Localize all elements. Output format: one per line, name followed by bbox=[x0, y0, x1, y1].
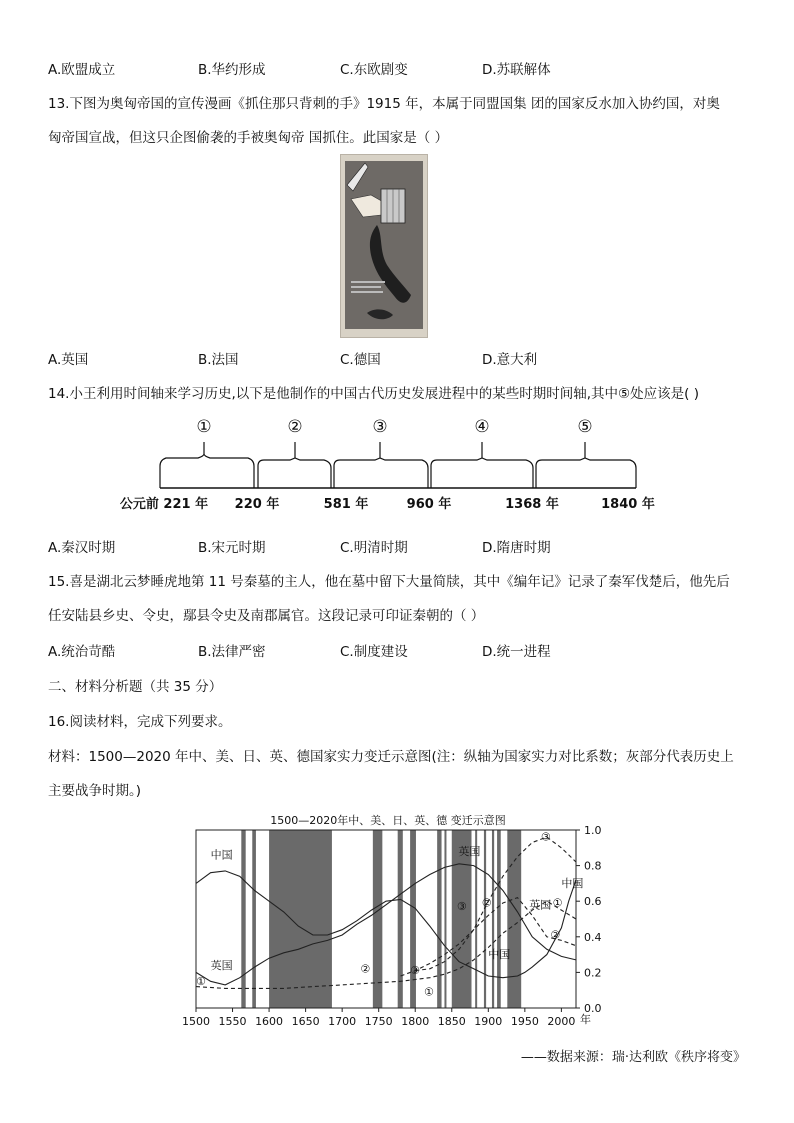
war-period-band bbox=[484, 830, 486, 1008]
chart-annotation: 中国 bbox=[488, 948, 511, 962]
chart-annotation: 英国 bbox=[458, 844, 481, 858]
x-tick-label: 1850 bbox=[437, 1015, 466, 1028]
y-tick-label: 0.8 bbox=[584, 859, 602, 873]
war-period-band bbox=[444, 830, 446, 1008]
q13-stem-line1: 13.下图为奥匈帝国的宣传漫画《抓住那只背刺的手》1915 年，本属于同盟国集 团的国家反水加入协约国，对奥 bbox=[48, 96, 720, 112]
x-tick-label: 1800 bbox=[401, 1015, 430, 1028]
chart-annotation: ③ bbox=[456, 900, 467, 914]
timeline-date-6: 1840 年 bbox=[601, 497, 655, 512]
timeline-date-1: 公元前 221 年 bbox=[119, 497, 209, 512]
q15-option-c: C.制度建设 bbox=[340, 644, 408, 660]
timeline-date-5: 1368 年 bbox=[505, 497, 559, 512]
x-tick-label: 1900 bbox=[474, 1015, 503, 1028]
x-tick-label: 1950 bbox=[510, 1015, 539, 1028]
x-tick-label: 1550 bbox=[218, 1015, 247, 1028]
war-period-band bbox=[373, 830, 383, 1008]
chart-title: 1500—2020年中、美、日、英、德 变迁示意图 bbox=[270, 814, 506, 827]
q13-stem-line2: 匈帝国宣战，但这只企图偷袭的手被奥匈帝 国抓住。此国家是（ ） bbox=[48, 130, 449, 146]
war-period-band bbox=[410, 830, 416, 1008]
war-period-band bbox=[507, 830, 521, 1008]
cartoon-illustration bbox=[341, 155, 427, 337]
x-tick-label: 2000 bbox=[547, 1015, 576, 1028]
chart-annotation: ① bbox=[196, 974, 206, 988]
x-tick-label: 1650 bbox=[291, 1015, 320, 1028]
q15-stem-line1: 15.喜是湖北云梦睡虎地第 11 号秦墓的主人，他在墓中留下大量简牍，其中《编年记》记录了秦军伐楚后，他先后 bbox=[48, 574, 730, 590]
y-tick-label: 0.2 bbox=[584, 966, 602, 980]
war-period-band bbox=[497, 830, 501, 1008]
timeline-date-3: 581 年 bbox=[323, 497, 369, 512]
chart-annotation: 中国 bbox=[561, 876, 584, 890]
q14-stem: 14.小王利用时间轴来学习历史,以下是他制作的中国古代历史发展进程中的某些时期时间轴,其中⑤处应该是( ) bbox=[48, 386, 699, 402]
timeline-mark-1: ① bbox=[196, 417, 212, 437]
x-tick-label: 1700 bbox=[328, 1015, 357, 1028]
chart-annotation: 英国 bbox=[210, 958, 233, 972]
y-tick-label: 0.6 bbox=[584, 895, 602, 909]
power-chart-svg bbox=[182, 810, 618, 1035]
q12-option-a: A.欧盟成立 bbox=[48, 62, 116, 78]
q16-material-line1: 材料：1500—2020 年中、美、日、英、德国家实力变迁示意图(注：纵轴为国家实力对比系数；灰部分代表历史上 bbox=[48, 749, 734, 765]
q13-option-b: B.法国 bbox=[198, 352, 239, 368]
timeline-mark-4: ④ bbox=[474, 417, 490, 437]
war-period-band bbox=[492, 830, 494, 1008]
war-period-band bbox=[241, 830, 245, 1008]
y-tick-label: 0.0 bbox=[584, 1002, 602, 1015]
q15-option-b: B.法律严密 bbox=[198, 644, 266, 660]
chart-annotation: ③ bbox=[540, 830, 551, 844]
timeline-date-4: 960 年 bbox=[406, 497, 452, 512]
q16-stem: 16.阅读材料，完成下列要求。 bbox=[48, 714, 232, 730]
timeline-mark-3: ③ bbox=[372, 417, 388, 437]
chart-annotation: ② bbox=[550, 928, 561, 942]
x-tick-label: 1750 bbox=[364, 1015, 393, 1028]
x-tick-label: 1500 bbox=[182, 1015, 210, 1028]
chart-annotation: 中国 bbox=[210, 848, 233, 862]
war-period-band bbox=[437, 830, 441, 1008]
timeline-date-2: 220 年 bbox=[234, 497, 280, 512]
data-source: ——数据来源：瑞·达利欧《秩序将变》 bbox=[520, 1050, 746, 1065]
chart-annotation: ③ bbox=[410, 964, 420, 978]
q12-option-c: C.东欧剧变 bbox=[340, 62, 408, 78]
timeline-mark-5: ⑤ bbox=[577, 417, 593, 437]
q13-option-c: C.德国 bbox=[340, 352, 381, 368]
chart-annotation: 英国 bbox=[529, 898, 552, 912]
q15-option-d: D.统一进程 bbox=[482, 644, 551, 660]
propaganda-cartoon-image bbox=[340, 154, 428, 338]
timeline-graphic bbox=[120, 410, 680, 520]
section-title: 二、材料分析题（共 35 分） bbox=[48, 679, 223, 695]
chart-annotation: ② bbox=[360, 962, 371, 976]
q14-option-d: D.隋唐时期 bbox=[482, 540, 551, 556]
y-tick-label: 0.4 bbox=[584, 930, 602, 944]
power-chart bbox=[182, 810, 618, 1039]
q16-material-line2: 主要战争时期。) bbox=[48, 783, 142, 799]
chart-annotation: ② bbox=[481, 896, 492, 910]
q12-option-b: B.华约形成 bbox=[198, 62, 266, 78]
x-axis-label: 年 bbox=[580, 1013, 591, 1026]
y-tick-label: 1.0 bbox=[584, 824, 602, 837]
q13-option-d: D.意大利 bbox=[482, 352, 538, 368]
q12-option-d: D.苏联解体 bbox=[482, 62, 551, 78]
war-period-band bbox=[252, 830, 256, 1008]
chart-annotation: ① bbox=[552, 896, 563, 910]
q14-option-b: B.宋元时期 bbox=[198, 540, 266, 556]
q15-stem-line2: 任安陆县乡史、令史，鄢县令史及南郡属官。这段记录可印证秦朝的（ ） bbox=[48, 608, 485, 624]
x-tick-label: 1600 bbox=[255, 1015, 284, 1028]
q13-option-a: A.英国 bbox=[48, 352, 89, 368]
q14-option-c: C.明清时期 bbox=[340, 540, 408, 556]
q14-option-a: A.秦汉时期 bbox=[48, 540, 116, 556]
q15-option-a: A.统治苛酷 bbox=[48, 644, 116, 660]
chart-annotation: ① bbox=[424, 985, 434, 999]
timeline bbox=[120, 410, 680, 524]
war-period-band bbox=[269, 830, 332, 1008]
timeline-mark-2: ② bbox=[287, 417, 303, 437]
